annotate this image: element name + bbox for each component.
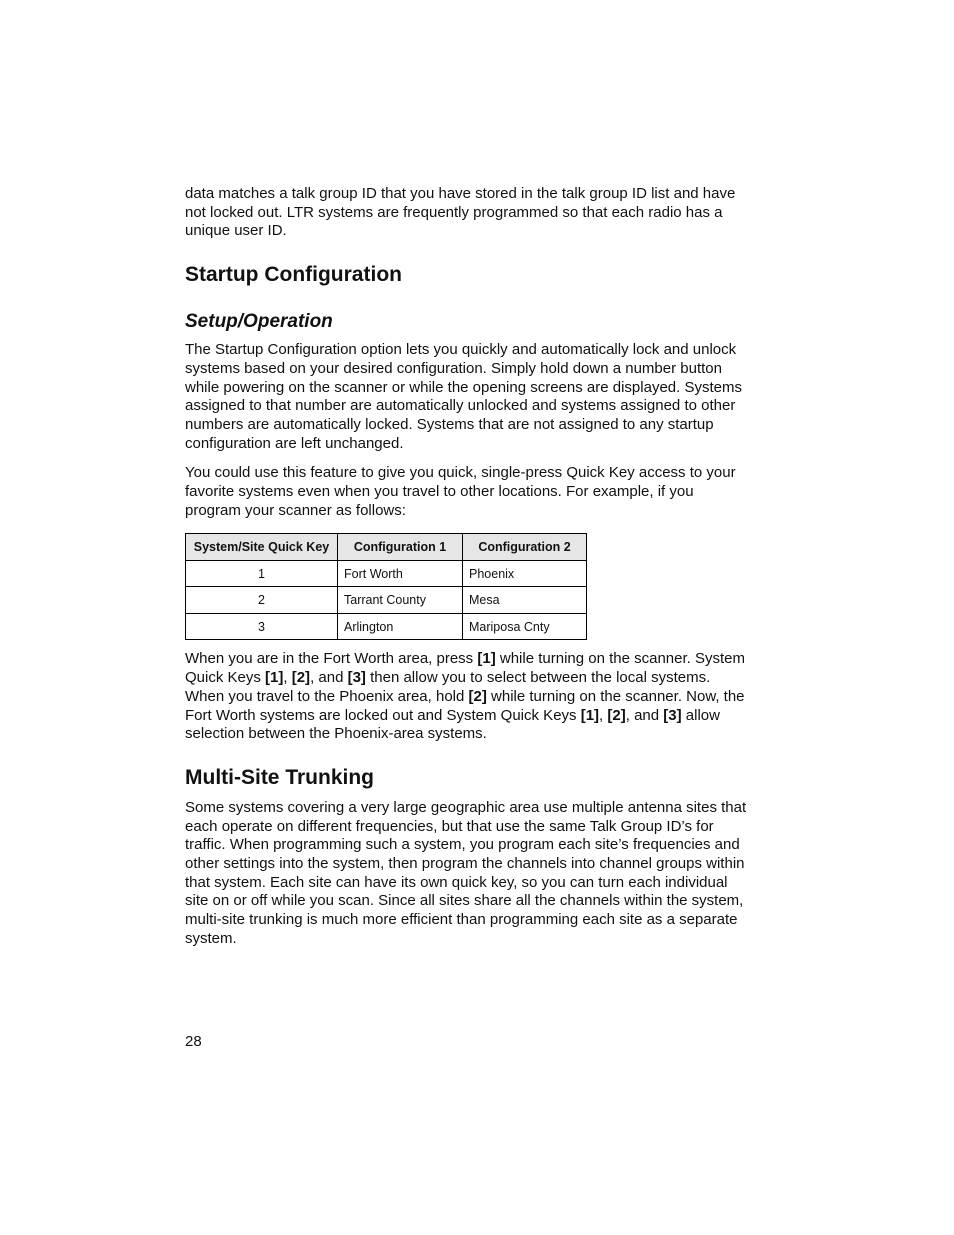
key-label: [3] — [663, 706, 682, 724]
table-row — [186, 587, 587, 614]
page-content — [185, 185, 750, 949]
table-cell-config2: Mariposa Cnty — [463, 613, 587, 640]
header-quick-key: System/Site Quick Key — [186, 534, 338, 561]
page-number: 28 — [185, 1033, 202, 1050]
intro-paragraph: data matches a talk group ID that you have stored in the talk group ID list and have not locked out. LTR systems are frequently programmed so that each radio has a unique user ID. — [185, 185, 736, 240]
key-label: [3] — [347, 669, 366, 687]
table-cell-key: 2 — [186, 587, 338, 614]
text-span: , and — [625, 706, 664, 724]
key-label: [2] — [291, 669, 311, 687]
setup-operation-subheading: Setup/Operation — [185, 311, 333, 333]
key-label: [1] — [477, 650, 496, 668]
text-span: while turning on the scanner. System Quick Keys — [185, 650, 746, 687]
text-span: while turning on the scanner. Now, the Fort Worth systems are locked out and System Quick Keys — [185, 687, 745, 724]
startup-paragraph-2: You could use this feature to give you quick, single-press Quick Key access to your favorite systems even when you travel to other locations. For example, if you program your scanner as follows: — [185, 464, 736, 519]
startup-paragraph-1: The Startup Configuration option lets you quickly and automatically lock and unlock systems based on your desired configuration. Simply hold down a number button while powering on the scanner or while the opening screens are displayed. Systems assigned to that number are automatically unlocked and systems assigned to other numbers are automatically locked. Systems that are not assigned to any startup configuration are left unchanged. — [185, 341, 742, 452]
configuration-table — [185, 533, 587, 640]
key-label: [2] — [468, 687, 487, 705]
text-span: , — [283, 669, 292, 687]
table-row — [186, 560, 587, 587]
text-span: When you are in the Fort Worth area, press — [185, 650, 478, 668]
text-span: allow selection between the Phoenix-area systems. — [185, 706, 720, 743]
key-label: [1] — [265, 669, 284, 687]
startup-configuration-heading: Startup Configuration — [185, 263, 402, 287]
text-span: , and — [310, 669, 348, 687]
table-row — [186, 613, 587, 640]
header-configuration-2: Configuration 2 — [463, 534, 587, 561]
multi-site-trunking-heading: Multi-Site Trunking — [185, 765, 374, 789]
key-label: [2] — [607, 706, 626, 724]
table-cell-config1: Arlington — [338, 613, 463, 640]
text-span: then allow you to select between the local systems. When you travel to the Phoenix area, hold — [185, 669, 711, 705]
table-cell-config2: Mesa — [463, 587, 587, 614]
table-header-row — [186, 534, 587, 561]
table-cell-key: 1 — [186, 560, 338, 587]
table-cell-config1: Fort Worth — [338, 560, 463, 587]
fort-worth-example-paragraph — [185, 650, 750, 744]
key-label: [1] — [580, 706, 600, 724]
header-configuration-1: Configuration 1 — [338, 534, 463, 561]
multi-site-paragraph: Some systems covering a very large geographic area use multiple antenna sites that each operate on different frequencies, but that use the same Talk Group ID’s for traffic. When programming such a system, you program each site’s frequencies and other settings into the system, then program the channels into channel groups within that system. Each site can have its own quick key, so you can turn each individual site on or off while you scan. Since all sites share all the channels within the system, multi-site trunking is much more efficient than programming each site as a separate system. — [185, 798, 747, 947]
text-span: , — [599, 706, 608, 724]
table-cell-key: 3 — [186, 613, 338, 640]
table-cell-config1: Tarrant County — [338, 587, 463, 614]
table-cell-config2: Phoenix — [463, 560, 587, 587]
